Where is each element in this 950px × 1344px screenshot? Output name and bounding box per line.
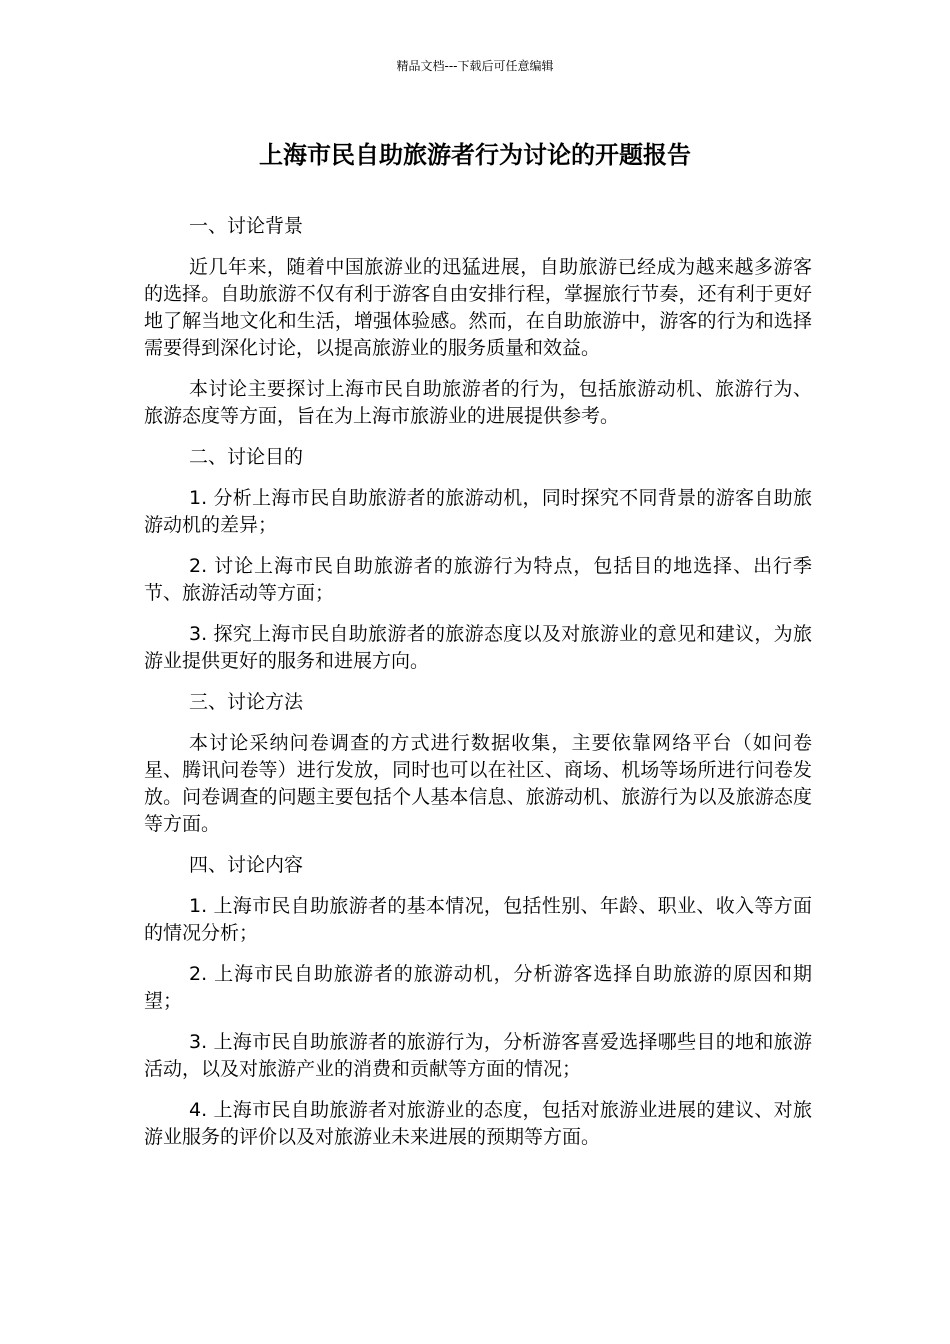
page-header: 精品文档---下载后可任意编辑 — [396, 59, 554, 73]
purpose-item-3: 3. 探究上海市民自助旅游者的旅游态度以及对旅游业的意见和建议，为旅游业提供更好的服务和进展方向。 — [144, 623, 812, 672]
document-body — [144, 213, 812, 1165]
content-item-3: 3. 上海市民自助旅游者的旅游行为，分析游客喜爱选择哪些目的地和旅游活动，以及对旅游产业的消费和贡献等方面的情况； — [144, 1031, 812, 1080]
purpose-item-2: 2. 讨论上海市民自助旅游者的旅游行为特点，包括目的地选择、出行季节、旅游活动等方面； — [144, 555, 812, 604]
content-item-1: 1. 上海市民自助旅游者的基本情况，包括性别、年龄、职业、收入等方面的情况分析； — [144, 895, 812, 944]
content-item-2: 2. 上海市民自助旅游者的旅游动机，分析游客选择自助旅游的原因和期望； — [144, 963, 812, 1012]
section-heading-content: 四、讨论内容 — [189, 854, 304, 876]
section-heading-purpose: 二、讨论目的 — [189, 446, 304, 468]
section-heading-background: 一、讨论背景 — [189, 215, 304, 237]
section-heading-method: 三、讨论方法 — [189, 691, 304, 713]
purpose-item-1: 1. 分析上海市民自助旅游者的旅游动机，同时探究不同背景的游客自助旅游动机的差异； — [144, 487, 812, 536]
background-paragraph-1: 近几年来，随着中国旅游业的迅猛进展，自助旅游已经成为越来越多游客的选择。自助旅游不仅有利于游客自由安排行程，掌握旅行节奏，还有利于更好地了解当地文化和生活，增强体验感。然而，在自助旅游中，游客的行为和选择需要得到深化讨论，以提高旅游业的服务质量和效益。 — [144, 256, 812, 359]
background-paragraph-2: 本讨论主要探讨上海市民自助旅游者的行为，包括旅游动机、旅游行为、旅游态度等方面，旨在为上海市旅游业的进展提供参考。 — [144, 378, 812, 427]
document-title: 上海市民自助旅游者行为讨论的开题报告 — [259, 141, 691, 169]
content-item-4: 4. 上海市民自助旅游者对旅游业的态度，包括对旅游业进展的建议、对旅游业服务的评价以及对旅游业未来进展的预期等方面。 — [144, 1099, 812, 1148]
method-paragraph: 本讨论采纳问卷调查的方式进行数据收集，主要依靠网络平台（如问卷星、腾讯问卷等）进行发放，同时也可以在社区、商场、机场等场所进行问卷发放。问卷调查的问题主要包括个人基本信息、旅游动机、旅游行为以及旅游态度等方面。 — [144, 732, 812, 835]
